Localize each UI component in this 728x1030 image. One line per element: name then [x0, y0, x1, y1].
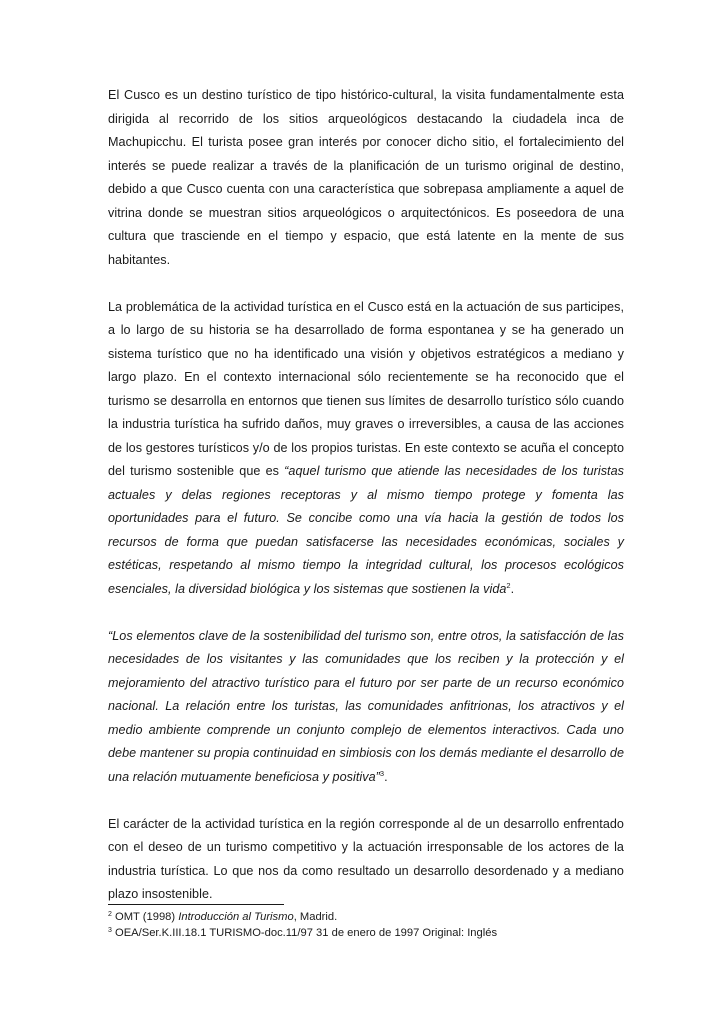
footnote-separator: [108, 904, 284, 905]
footnotes: [108, 910, 628, 941]
paragraph-4: El carácter de la actividad turística en la región corresponde al de un desarrollo enfrentado con el deseo de un turismo competitivo y la actuación irresponsable de los actores de la industria turística. Lo que nos da como resultado un desarrollo desordenado y a mediano plazo insostenible.: [108, 816, 624, 901]
footnote-2-text: OMT (1998): [111, 911, 179, 923]
footnote-2-text-end: , Madrid.: [293, 911, 338, 923]
paragraph-3: [108, 625, 624, 790]
footnote-2: [108, 910, 628, 926]
footnote-2-title: Introducción al Turismo: [178, 911, 294, 923]
paragraph-2-quote: “aquel turismo que atiende las necesidades de los turistas actuales y delas regiones receptoras y al mismo tiempo protege y fomenta las oportunidades para el futuro. Se concibe como una vía hacia la gestión de todos los recursos de forma que puedan satisfacerse las necesidades económicas, sociales y estéticas, respetando al mismo tiempo la integridad cultural, los procesos ecológicos esenciales, la diversidad biológica y los sistemas que sostienen la vida: [108, 464, 625, 596]
footnote-number-3: 3: [108, 926, 112, 934]
footnote-ref-3[interactable]: 3: [379, 768, 385, 778]
paragraph-3-quote: “Los elementos clave de la sostenibilidad del turismo son, entre otros, la satisfacción de las necesidades de los visitantes y las comunidades que los reciben y la protección y el mejoramiento del atractivo turístico para el futuro por ser parte de un recurso económico nacional. La relación entre los turistas, las comunidades anfitrionas, los atractivos y el medio ambiente comprende un conjunto complejo de elementos interactivos. Cada uno debe mantener su propia continuidad en simbiosis con los demás mediante el desarrollo de una relación mutuamente beneficiosa y positiva”: [108, 628, 624, 784]
footnote-number-2: 2: [108, 911, 112, 918]
paragraph-1: El Cusco es un destino turístico de tipo histórico-cultural, la visita fundamentalmente esta dirigida al recorrido de los sitios arqueológicos destacando la ciudadela inca de Machupicchu. El turista posee gran interés por conocer dicho sitio, el fortalecimiento del interés se puede realizar a través de la planificación de un turismo original de destino, debido a que Cusco cuenta con una característica que sobrepasa ampliamente a aquel de vitrina donde se muestran sitios arqueológicos o arquitectónicos. Es poseedora de una cultura que trasciende en el tiempo y espacio, que está latente en la mente de sus habitantes.: [108, 88, 624, 267]
footnote-3-text: OEA/Ser.K.III.18.1 TURISMO-doc.11/97 31 de enero de 1997 Original: Inglés: [111, 926, 498, 939]
paragraph-3-end: .: [384, 769, 388, 784]
footnote-ref-2[interactable]: 2: [506, 580, 511, 590]
paragraph-2-end: .: [510, 581, 515, 596]
paragraph-2-text: La problemática de la actividad turística en el Cusco está en la actuación de sus participes, a lo largo de su historia se ha desarrollado de forma espontanea y se ha generado un sistema turístico que no ha identificado una visión y objetivos estratégicos a mediano y largo plazo. En el contexto internacional sólo recientemente se ha reconocido que el turismo se desarrolla en entornos que tienen sus límites de desarrollo turístico sólo cuando la industria turística ha sufrido daños, muy graves o irreversibles, a causa de las acciones de los gestores turísticos y/o de los propios turistas. En este contexto se acuña el concepto del turismo sostenible que es: [108, 299, 624, 478]
paragraph-2: [108, 296, 624, 602]
footnote-3: [108, 926, 628, 942]
